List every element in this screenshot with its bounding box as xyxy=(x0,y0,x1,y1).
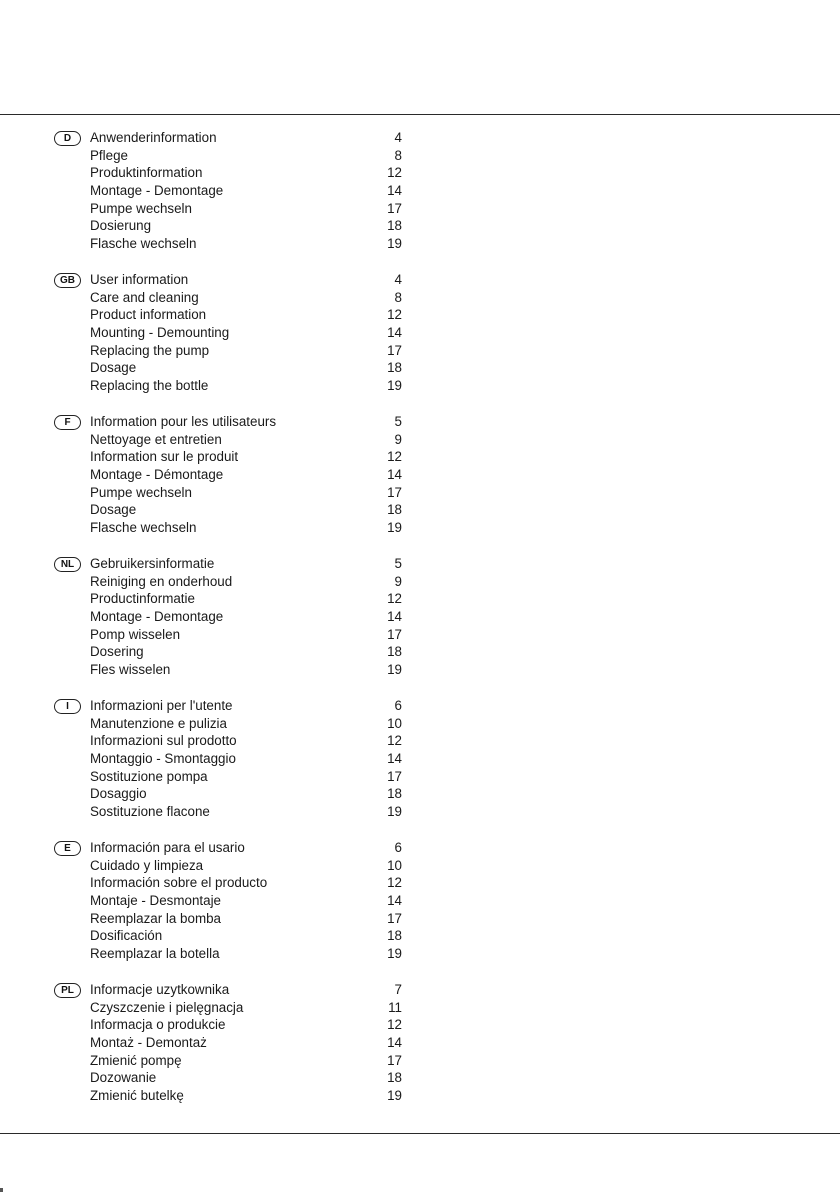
toc-entry-label: Reemplazar la bomba xyxy=(90,910,221,926)
language-badge-e: E xyxy=(54,841,81,856)
toc-section-e xyxy=(54,839,414,981)
toc-entry-page: 17 xyxy=(387,626,402,642)
toc-entry[interactable] xyxy=(90,1016,402,1034)
toc-entry-page: 6 xyxy=(394,840,402,855)
toc-entry[interactable] xyxy=(90,661,402,679)
toc-entry[interactable] xyxy=(90,697,402,715)
toc-entry-page: 19 xyxy=(387,1088,402,1104)
toc-entry-label: User information xyxy=(90,272,189,287)
toc-entry-list xyxy=(90,981,402,1105)
toc-entry-label: Sostituzione flacone xyxy=(90,804,210,820)
toc-entry-label: Replacing the pump xyxy=(90,342,210,358)
toc-entry[interactable] xyxy=(90,839,402,857)
toc-entry-page: 18 xyxy=(387,786,402,802)
toc-entry-page: 14 xyxy=(387,609,402,625)
toc-entry-page: 8 xyxy=(394,289,402,305)
crop-mark xyxy=(0,1188,3,1192)
language-badge-i: I xyxy=(54,699,81,714)
toc-entry-page: 12 xyxy=(387,591,402,607)
toc-entry-list xyxy=(90,697,402,821)
toc-entry-page: 4 xyxy=(394,272,402,287)
toc-entry-page: 18 xyxy=(387,928,402,944)
toc-entry[interactable] xyxy=(90,431,402,449)
toc-entry-label: Anwenderinformation xyxy=(90,130,217,145)
toc-entry-label: Czyszczenie i pielęgnacja xyxy=(90,999,244,1015)
toc-entry[interactable] xyxy=(90,1034,402,1052)
toc-section-f xyxy=(54,413,414,555)
toc-entry-page: 9 xyxy=(394,573,402,589)
bottom-divider xyxy=(0,1133,840,1134)
toc-entry-label: Fles wisselen xyxy=(90,662,171,678)
toc-entry-label: Informazioni sul prodotto xyxy=(90,733,237,749)
language-badge-nl: NL xyxy=(54,557,81,572)
toc-entry-page: 18 xyxy=(387,218,402,234)
toc-entry-page: 19 xyxy=(387,520,402,536)
toc-entry-page: 14 xyxy=(387,467,402,483)
toc-entry-label: Zmienić butelkę xyxy=(90,1088,184,1104)
toc-entry-label: Reiniging en onderhoud xyxy=(90,573,233,589)
toc-entry[interactable] xyxy=(90,129,402,147)
toc-entry-page: 5 xyxy=(394,556,402,571)
toc-entry-page: 11 xyxy=(388,999,402,1015)
toc-entry[interactable] xyxy=(90,147,402,165)
toc-entry[interactable] xyxy=(90,235,402,253)
toc-entry-list xyxy=(90,839,402,963)
toc-entry[interactable] xyxy=(90,999,402,1017)
toc-section-gb xyxy=(54,271,414,413)
toc-entry-label: Cuidado y limpieza xyxy=(90,857,204,873)
toc-entry-page: 14 xyxy=(387,325,402,341)
toc-entry-label: Montaż - Demontaż xyxy=(90,1035,207,1051)
toc-entry-label: Information sur le produit xyxy=(90,449,239,465)
toc-entry[interactable] xyxy=(90,803,402,821)
toc-entry[interactable] xyxy=(90,200,402,218)
toc-entry[interactable] xyxy=(90,359,402,377)
toc-entry[interactable] xyxy=(90,892,402,910)
toc-entry-label: Zmienić pompę xyxy=(90,1052,182,1068)
toc-entry-label: Gebruikersinformatie xyxy=(90,556,215,571)
toc-entry-label: Dosage xyxy=(90,502,137,518)
toc-entry-label: Dozowanie xyxy=(90,1070,157,1086)
toc-entry-page: 18 xyxy=(387,644,402,660)
toc-entry[interactable] xyxy=(90,945,402,963)
toc-entry[interactable] xyxy=(90,768,402,786)
toc-entry[interactable] xyxy=(90,626,402,644)
language-badge-gb: GB xyxy=(54,273,81,288)
toc-entry[interactable] xyxy=(90,484,402,502)
toc-entry-page: 10 xyxy=(387,715,402,731)
toc-entry-page: 7 xyxy=(394,982,402,997)
toc-entry-label: Información sobre el producto xyxy=(90,875,268,891)
toc-entry-label: Information pour les utilisateurs xyxy=(90,414,277,429)
toc-entry[interactable] xyxy=(90,643,402,661)
language-badge-f: F xyxy=(54,415,81,430)
toc-entry[interactable] xyxy=(90,981,402,999)
toc-entry-page: 12 xyxy=(387,875,402,891)
toc-section-nl xyxy=(54,555,414,697)
toc-entry[interactable] xyxy=(90,785,402,803)
toc-entry[interactable] xyxy=(90,555,402,573)
toc-entry[interactable] xyxy=(90,1052,402,1070)
toc-entry-page: 8 xyxy=(394,147,402,163)
toc-entry-page: 18 xyxy=(387,502,402,518)
toc-entry-label: Flasche wechseln xyxy=(90,520,197,536)
toc-entry[interactable] xyxy=(90,927,402,945)
toc-entry-page: 19 xyxy=(387,804,402,820)
toc-entry-label: Product information xyxy=(90,307,207,323)
toc-entry-label: Pomp wisselen xyxy=(90,626,181,642)
toc-entry[interactable] xyxy=(90,608,402,626)
toc-entry[interactable] xyxy=(90,501,402,519)
toc-entry-page: 6 xyxy=(394,698,402,713)
toc-entry-label: Informacja o produkcie xyxy=(90,1017,226,1033)
toc-entry-page: 10 xyxy=(387,857,402,873)
toc-entry[interactable] xyxy=(90,1069,402,1087)
toc-entry-label: Sostituzione pompa xyxy=(90,768,208,784)
toc-entry[interactable] xyxy=(90,519,402,537)
toc-entry-label: Nettoyage et entretien xyxy=(90,431,222,447)
toc-entry-page: 17 xyxy=(387,484,402,500)
toc-entry[interactable] xyxy=(90,750,402,768)
toc-entry[interactable] xyxy=(90,1087,402,1105)
toc-entry-page: 18 xyxy=(387,1070,402,1086)
toc-entry[interactable] xyxy=(90,271,402,289)
toc-entry-label: Dosierung xyxy=(90,218,152,234)
toc-entry-list xyxy=(90,413,402,537)
toc-section-pl xyxy=(54,981,414,1123)
toc-entry-page: 17 xyxy=(387,910,402,926)
toc-entry-list xyxy=(90,129,402,253)
toc-entry-label: Productinformatie xyxy=(90,591,195,607)
toc-entry[interactable] xyxy=(90,910,402,928)
toc-entry-page: 17 xyxy=(387,200,402,216)
toc-entry-page: 14 xyxy=(387,751,402,767)
toc-entry-page: 19 xyxy=(387,662,402,678)
toc-entry[interactable] xyxy=(90,715,402,733)
toc-entry-page: 17 xyxy=(387,1052,402,1068)
toc-entry-label: Dosage xyxy=(90,360,137,376)
toc-entry-page: 19 xyxy=(387,946,402,962)
toc-section-d xyxy=(54,129,414,271)
toc-entry-label: Replacing the bottle xyxy=(90,378,209,394)
toc-entry-page: 18 xyxy=(387,360,402,376)
toc-entry-label: Informacje uzytkownika xyxy=(90,982,230,997)
toc-entry-label: Dosificación xyxy=(90,928,163,944)
toc-entry[interactable] xyxy=(90,413,402,431)
toc-entry[interactable] xyxy=(90,289,402,307)
toc-entry-page: 5 xyxy=(394,414,402,429)
toc-entry[interactable] xyxy=(90,182,402,200)
toc-entry-page: 12 xyxy=(387,733,402,749)
toc-entry[interactable] xyxy=(90,306,402,324)
toc-entry-label: Produktinformation xyxy=(90,165,203,181)
toc-entry[interactable] xyxy=(90,448,402,466)
toc-entry[interactable] xyxy=(90,857,402,875)
toc-entry[interactable] xyxy=(90,342,402,360)
toc-entry-page: 12 xyxy=(387,1017,402,1033)
toc-entry-label: Pumpe wechseln xyxy=(90,484,192,500)
language-badge-pl: PL xyxy=(54,983,81,998)
toc-entry-page: 19 xyxy=(387,378,402,394)
table-of-contents xyxy=(54,129,414,1123)
toc-entry-label: Dosaggio xyxy=(90,786,147,802)
toc-entry-label: Care and cleaning xyxy=(90,289,199,305)
toc-entry-list xyxy=(90,555,402,679)
toc-entry-label: Informazioni per l'utente xyxy=(90,698,233,713)
toc-entry-page: 12 xyxy=(387,165,402,181)
toc-entry-page: 4 xyxy=(394,130,402,145)
toc-entry-label: Montage - Demontage xyxy=(90,183,224,199)
toc-entry-label: Dosering xyxy=(90,644,144,660)
toc-entry-page: 17 xyxy=(387,768,402,784)
top-divider xyxy=(0,114,840,115)
toc-entry[interactable] xyxy=(90,874,402,892)
toc-entry[interactable] xyxy=(90,573,402,591)
toc-entry-list xyxy=(90,271,402,395)
toc-entry[interactable] xyxy=(90,217,402,235)
toc-entry[interactable] xyxy=(90,324,402,342)
toc-entry-label: Información para el usario xyxy=(90,840,245,855)
toc-entry-label: Pflege xyxy=(90,147,128,163)
toc-entry[interactable] xyxy=(90,590,402,608)
toc-entry-label: Mounting - Demounting xyxy=(90,325,230,341)
toc-entry[interactable] xyxy=(90,164,402,182)
toc-entry-page: 14 xyxy=(387,1035,402,1051)
language-badge-d: D xyxy=(54,131,81,146)
toc-entry-page: 12 xyxy=(387,307,402,323)
toc-entry-page: 9 xyxy=(394,431,402,447)
toc-entry-label: Montaje - Desmontaje xyxy=(90,893,221,909)
toc-entry[interactable] xyxy=(90,377,402,395)
toc-entry-label: Reemplazar la botella xyxy=(90,946,220,962)
toc-entry[interactable] xyxy=(90,732,402,750)
toc-entry-page: 14 xyxy=(387,893,402,909)
toc-section-i xyxy=(54,697,414,839)
toc-entry-page: 17 xyxy=(387,342,402,358)
toc-entry-label: Manutenzione e pulizia xyxy=(90,715,227,731)
toc-entry-page: 19 xyxy=(387,236,402,252)
toc-entry-label: Flasche wechseln xyxy=(90,236,197,252)
toc-entry-label: Montaggio - Smontaggio xyxy=(90,751,236,767)
toc-entry-label: Pumpe wechseln xyxy=(90,200,192,216)
toc-entry[interactable] xyxy=(90,466,402,484)
toc-entry-page: 12 xyxy=(387,449,402,465)
toc-entry-label: Montage - Demontage xyxy=(90,609,224,625)
toc-entry-page: 14 xyxy=(387,183,402,199)
toc-entry-label: Montage - Démontage xyxy=(90,467,224,483)
